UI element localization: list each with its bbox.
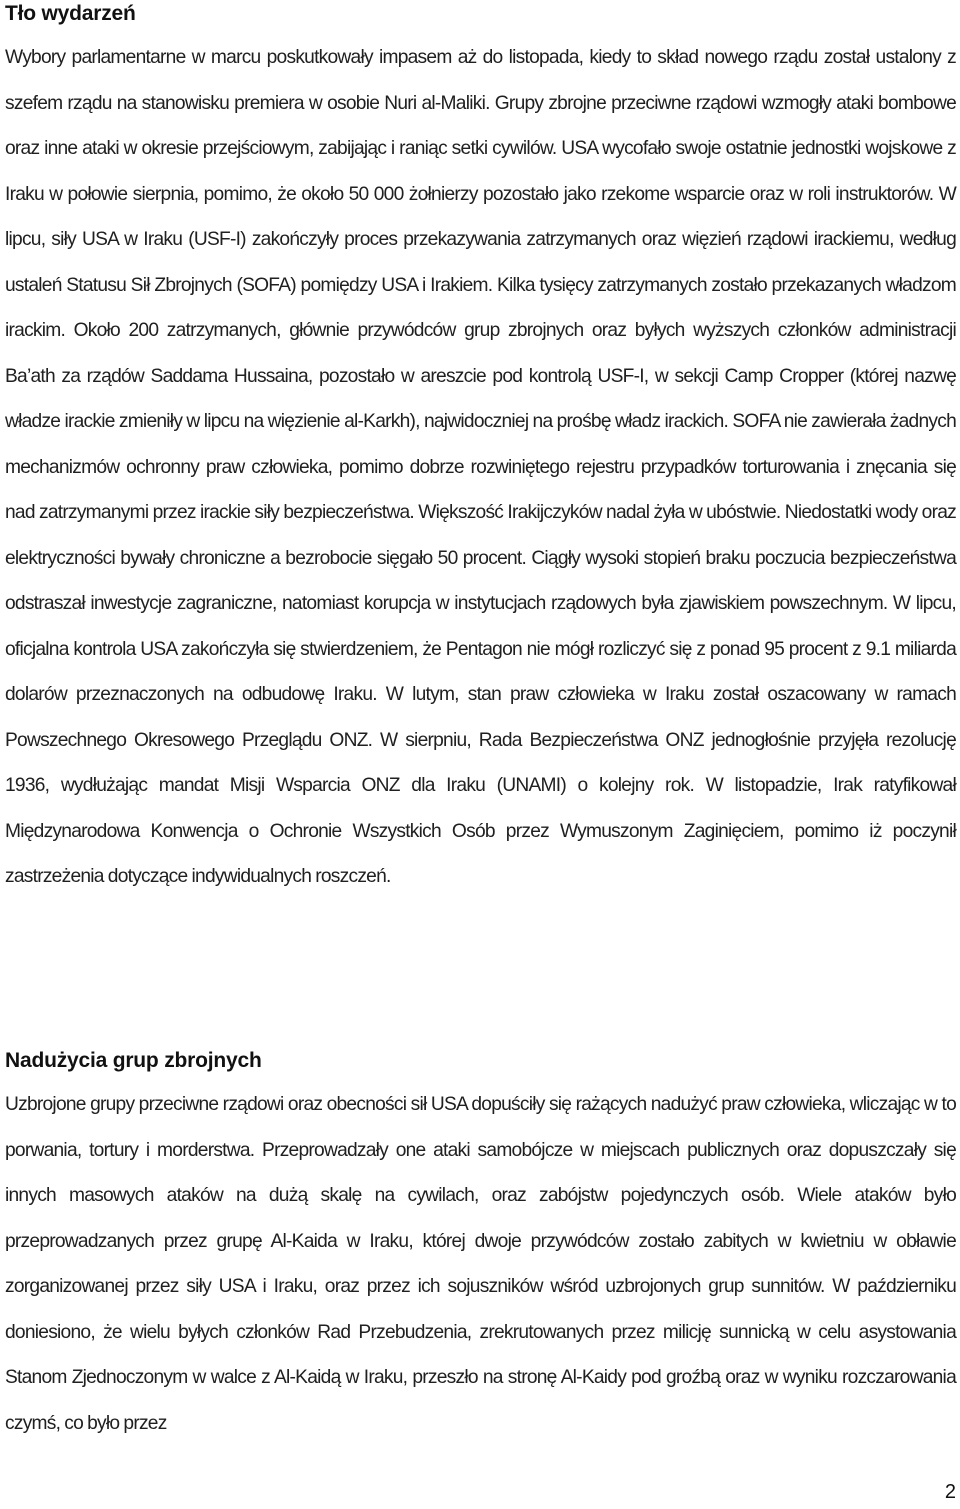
section-body-background: Wybory parlamentarne w marcu poskutkowały impasem aż do listopada, kiedy to skład nowego rządu został ustalony z szefem rządu na stanowisku premiera w osobie Nuri al-Maliki. Grupy zbrojne przeciwne rządowi wzmogły ataki bombowe oraz inne ataki w okresie przejściowym, zabijając i raniąc setki cywilów. USA wycofało swoje ostatnie jednostki wojskowe z Iraku w połowie sierpnia, pomimo, że około 50 000 żołnierzy pozostało jako rzekome wsparcie oraz w roli instruktorów. W lipcu, siły USA w Iraku (USF-I) zakończyły proces przekazywania zatrzymanych oraz więzień rządowi irackiemu, według ustaleń Statusu Sił Zbrojnych (SOFA) pomiędzy USA i Irakiem. Kilka tysięcy zatrzymanych zostało przekazanych władzom irackim. Około 200 zatrzymanych, głównie przywódców grup zbrojnych oraz byłych wyższych członków administracji Ba’ath za rządów Saddama Hussaina, pozostało w areszcie pod kontrolą USF-I, w sekcji Camp Cropper (której nazwę władze irackie zmieniły w lipcu na więzienie al-Karkh), najwidoczniej na prośbę władz irackich. SOFA nie zawierała żadnych mechanizmów ochronny praw człowieka, pomimo dobrze rozwiniętego rejestru przypadków torturowania i znęcania się nad zatrzymanymi przez irackie siły bezpieczeństwa. Większość Irakijczyków nadal żyła w ubóstwie. Niedostatki wody oraz elektryczności bywały chroniczne a bezrobocie sięgało 50 procent. Ciągły wysoki stopień braku poczucia bezpieczeństwa odstraszał inwestycje zagraniczne, natomiast korupcja w instytucjach rządowych była zjawiskiem powszechnym. W lipcu, oficjalna kontrola USA zakończyła się stwierdzeniem, że Pentagon nie mógł rozliczyć się z ponad 95 procent z 9.1 miliarda dolarów przeznaczonych na odbudowę Iraku. W lutym, stan praw człowieka w Iraku został oszacowany w ramach Powszechnego Okresowego Przeglądu ONZ. W sierpniu, Rada Bezpieczeństwa ONZ jednogłośnie przyjęła rezolucję 1936, wydłużając mandat Misji Wsparcia ONZ dla Iraku (UNAMI) o kolejny rok. W listopadzie, Irak ratyfikował Międzynarodowa Konwencja o Ochronie Wszystkich Osób przez Wymuszonym Zaginięciem, pomimo iż poczynił zastrzeżenia dotyczące indywidualnych roszczeń. (5, 47, 956, 887)
section-heading-background: Tło wydarzeń (5, 2, 136, 25)
section-heading-armed-groups: Nadużycia grup zbrojnych (5, 1049, 262, 1072)
section-body-armed-groups: Uzbrojone grupy przeciwne rządowi oraz obecności sił USA dopuściły się rażących nadużyć praw człowieka, wliczając w to porwania, tortury i morderstwa. Przeprowadzały one ataki samobójcze w miejscach publicznych oraz dopuszczały się innych masowych ataków na dużą skalę na cywilach, oraz zabójstw pojedynczych osób. Wiele ataków było przeprowadzanych przez grupę Al-Kaida w Iraku, której dwoje przywódców zostało zabitych w kwietniu w obławie zorganizowanej przez siły USA i Iraku, oraz przez ich sojuszników wśród uzbrojonych grup sunnitów. W październiku doniesiono, że wielu byłych członków Rad Przebudzenia, zrekrutowanych przez milicję sunnicką w celu asystowania Stanom Zjednoczonym w walce z Al-Kaidą w Iraku, przeszło na stronę Al-Kaidy pod groźbą oraz w wyniku rozczarowania czymś, co było przez (5, 1094, 956, 1434)
page-number: 2 (944, 1481, 956, 1503)
